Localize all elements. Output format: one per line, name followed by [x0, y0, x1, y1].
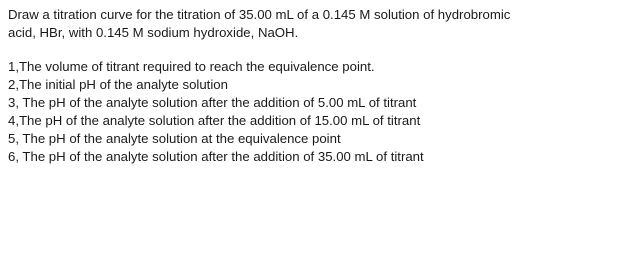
question-prompt: [8, 6, 608, 42]
question-document: [8, 6, 608, 166]
task-item-4: 4,The pH of the analyte solution after the addition of 15.00 mL of titrant: [8, 113, 421, 128]
task-item-5: 5, The pH of the analyte solution at the equivalence point: [8, 131, 341, 146]
task-item-6: 6, The pH of the analyte solution after the addition of 35.00 mL of titrant: [8, 149, 424, 164]
task-list: [8, 58, 608, 166]
task-item-1: 1,The volume of titrant required to reach the equivalence point.: [8, 59, 375, 74]
prompt-line-2: acid, HBr, with 0.145 M sodium hydroxide, NaOH.: [8, 25, 299, 40]
task-item-2: 2,The initial pH of the analyte solution: [8, 77, 228, 92]
task-item-3: 3, The pH of the analyte solution after the addition of 5.00 mL of titrant: [8, 95, 417, 110]
prompt-line-1: Draw a titration curve for the titration of 35.00 mL of a 0.145 M solution of hydrobromic: [8, 7, 511, 22]
